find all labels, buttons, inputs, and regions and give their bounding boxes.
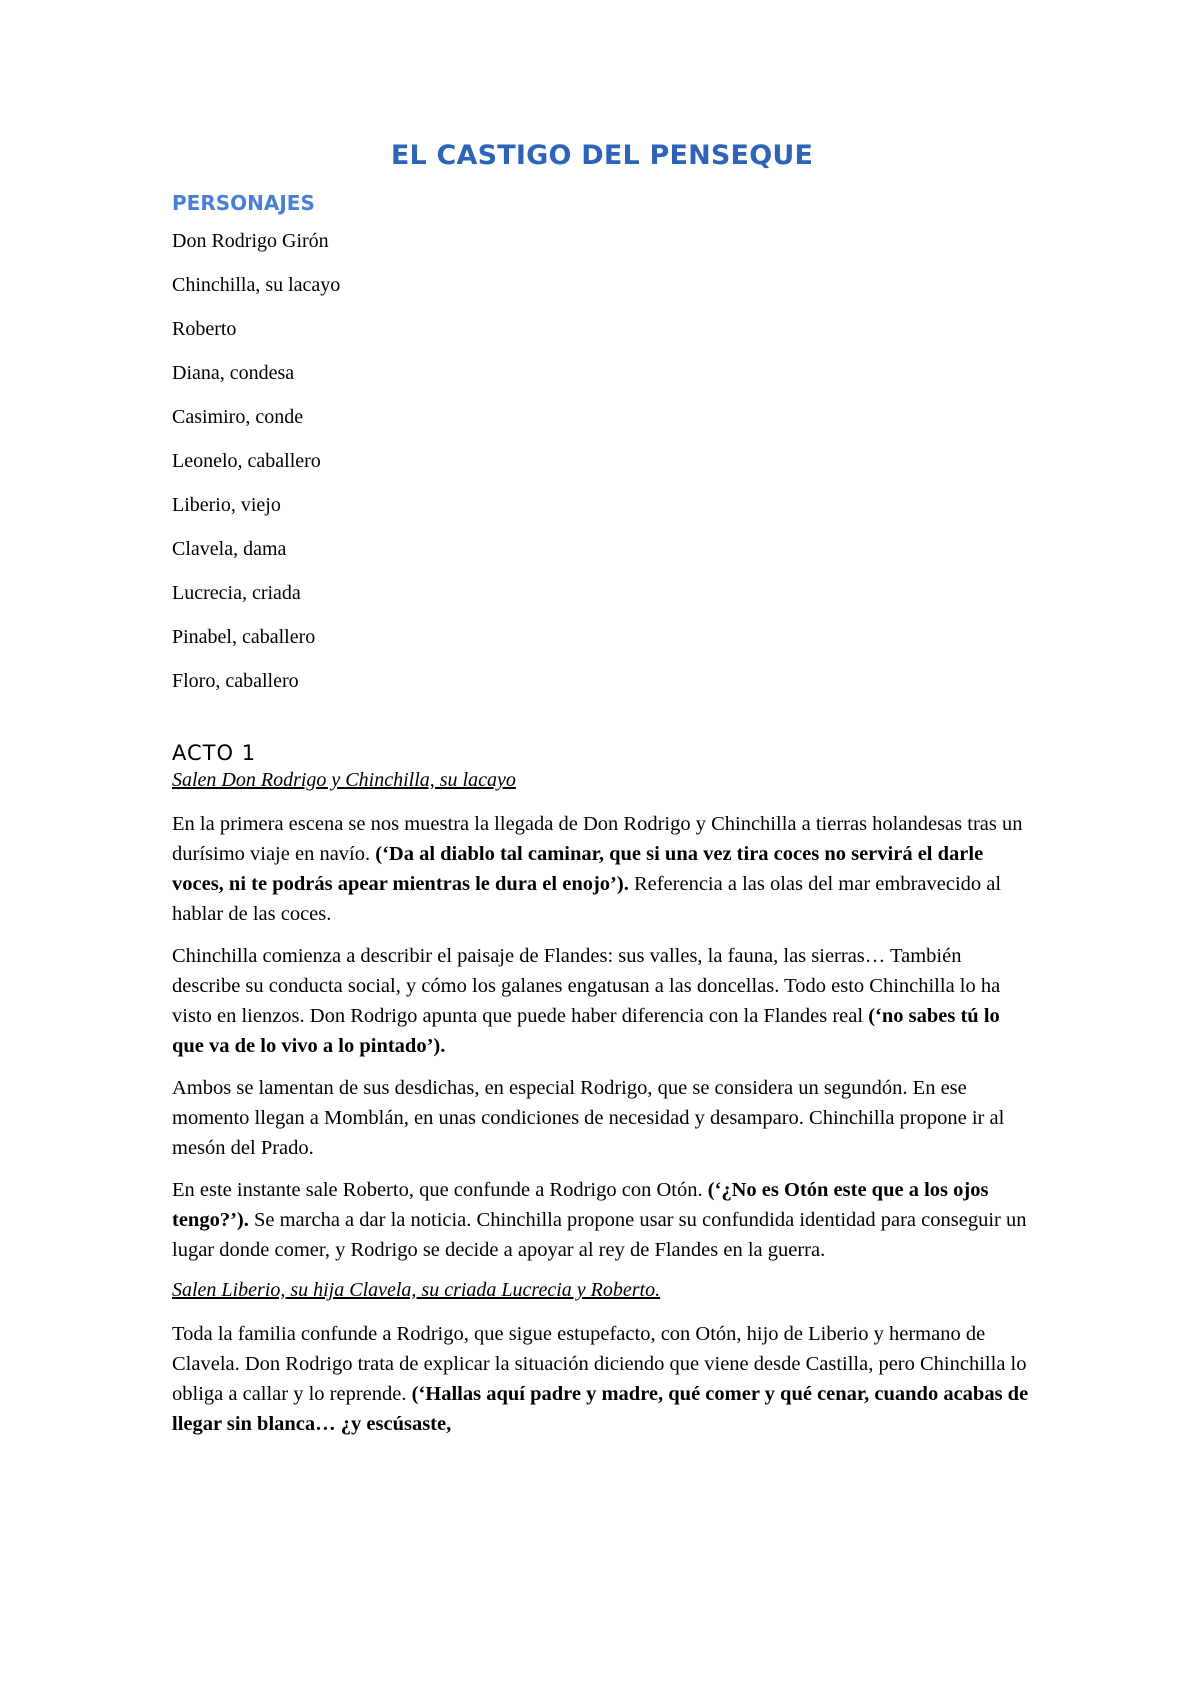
cast-item: Don Rodrigo Girón — [172, 230, 329, 252]
cast-item: Floro, caballero — [172, 670, 299, 692]
bold-quote: (‘¿No es Otón este que a los ojos tengo?’). — [172, 1179, 989, 1231]
bold-quote: (‘Hallas aquí padre y madre, qué comer y qué cenar, cuando acabas de llegar sin blanca… ¿y escúsaste, — [172, 1383, 1029, 1435]
document-title: EL CASTIGO DEL PENSEQUE — [390, 140, 814, 171]
cast-item: Liberio, viejo — [172, 494, 281, 516]
paragraph — [172, 1319, 1032, 1439]
paragraph — [172, 1073, 1032, 1163]
paragraph-text: En la primera escena se nos muestra la llegada de Don Rodrigo y Chinchilla a tierras holandesas tras un durísimo viaje en navío. — [172, 813, 1023, 865]
cast-item: Roberto — [172, 318, 237, 340]
paragraph — [172, 941, 1032, 1061]
bold-quote: (‘Da al diablo tal caminar, que si una vez tira coces no servirá el darle voces, ni te podrás apear mientras le dura el enojo’). — [172, 843, 984, 895]
paragraph-text: Chinchilla comienza a describir el paisaje de Flandes: sus valles, la fauna, las sierras… También describe su conducta social, y cómo los galanes engatusan a las doncellas. Todo esto Chinchilla lo ha visto en lienzos. Don Rodrigo apunta que puede haber diferencia con la Flandes real — [172, 945, 1001, 1027]
paragraph-text: Se marcha a dar la noticia. Chinchilla propone usar su confundida identidad para conseguir un lugar donde comer, y Rodrigo se decide a apoyar al rey de Flandes en la guerra. — [172, 1209, 1027, 1261]
bold-quote: (‘no sabes tú lo que va de lo vivo a lo pintado’). — [172, 1005, 1000, 1057]
cast-list — [172, 229, 1032, 693]
paragraph-text: Toda la familia confunde a Rodrigo, que sigue estupefacto, con Otón, hijo de Liberio y hermano de Clavela. Don Rodrigo trata de explicar la situación diciendo que viene desde Castilla, pero Chinchilla lo obliga a callar y lo reprende. — [172, 1323, 1027, 1405]
paragraph — [172, 809, 1032, 929]
stage-direction: Salen Liberio, su hija Clavela, su criada Lucrecia y Roberto. — [172, 1279, 661, 1301]
cast-item: Pinabel, caballero — [172, 626, 316, 648]
cast-item: Casimiro, conde — [172, 406, 304, 428]
cast-item: Chinchilla, su lacayo — [172, 274, 341, 296]
stage-direction: Salen Don Rodrigo y Chinchilla, su lacayo — [172, 769, 516, 791]
paragraph-text: En este instante sale Roberto, que confunde a Rodrigo con Otón. — [172, 1179, 708, 1201]
paragraph-text: Referencia a las olas del mar embravecido al hablar de las coces. — [172, 873, 1002, 925]
act-heading: ACTO 1 — [172, 741, 257, 765]
paragraph — [172, 1175, 1032, 1265]
paragraph-text: Ambos se lamentan de sus desdichas, en especial Rodrigo, que se considera un segundón. En ese momento llegan a Momblán, en unas condiciones de necesidad y desamparo. Chinchilla propone ir al mesón del Prado. — [172, 1077, 1005, 1159]
cast-item: Diana, condesa — [172, 362, 295, 384]
personajes-heading: PERSONAJES — [172, 191, 315, 215]
cast-item: Clavela, dama — [172, 538, 287, 560]
cast-item: Leonelo, caballero — [172, 450, 321, 472]
cast-item: Lucrecia, criada — [172, 582, 301, 604]
document-content — [172, 140, 1032, 1451]
